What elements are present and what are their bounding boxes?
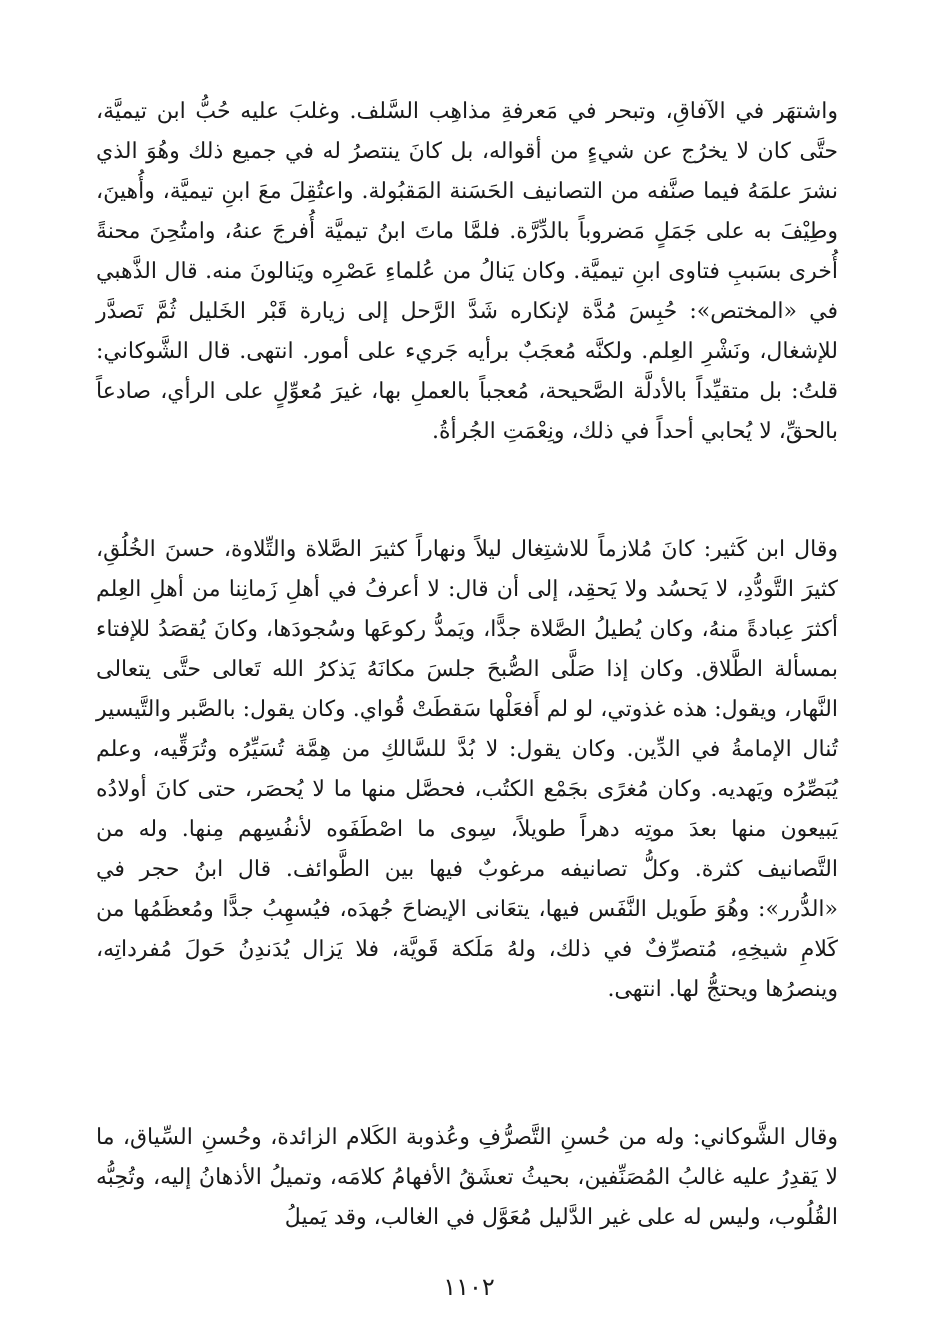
paragraph-3: وقال الشَّوكاني: وله من حُسنِ التَّصرُّفِ وعُذوبة الكَلام الزائدة، وحُسنِ السِّياق، ما لا يَقدِرُ عليه غالبُ المُصَنِّفين، بحيثُ تعشَقُ الأفهامُ كلامَه، وتميلُ الأذهانُ إليه، وتُحِبُّه القُلُوب، وليس له على غير الدَّليل مُعَوَّل في الغالب، وقد يَميلُ — [96, 1125, 838, 1230]
page-number: ١١٠٢ — [443, 1273, 495, 1301]
paragraph-2: وقال ابن كَثير: كانَ مُلازماً للاشتِغال ليلاً ونهاراً كثيرَ الصَّلاة والتِّلاوة، حسنَ الخُلُقِ، كثيرَ التَّودُّدِ، لا يَحسُد ولا يَحقِد، إلى أن قال: لا أعرفُ في أهلِ زَمانِنا من أهلِ العِلم أكثرَ عِبادةً منهُ، وكان يُطيلُ الصَّلاة جدًّا، ويَمدُّ ركوعَها وسُجودَها، وكانَ يُقصَدُ للإفتاء بمسألة الطَّلاق. وكان إذا صَلَّى الصُّبحَ جلسَ مكانَهُ يَذكرُ الله تَعالى حتَّى يتعالى النَّهار، ويقول: هذه غذوتي، لو لم أَفعَلْها سَقطَتْ قُواي. وكان يقول: بالصَّبر والتَّيسير تُنال الإمامةُ في الدِّين. وكان يقول: لا بُدَّ للسَّالكِ من هِمَّة تُسَيِّرُه وتُرَقِّيه، وعلم يُبَصِّرُه ويَهديه. وكان مُغرًى بجَمْع الكتُب، فحصَّل منها ما لا يُحصَر، حتى كانَ أولادُه يَبيعون منها بعدَ موتِه دهراً طويلاً، سِوى ما اصْطَفَوه لأنفُسِهم مِنها. وله من التَّصانيف كثرة. وكلُّ تصانيفه مرغوبٌ فيها بين الطَّوائف. قال ابنُ حجر في «الدُّرر»: وهُوَ طَويل النَّفَس فيها، يتعَانى الإيضاحَ جُهدَه، فيُسهِبُ جدًّا ومُعظَمُها من كَلامِ شيخِهِ، مُتصرِّفٌ في ذلك، ولهُ مَلَكة قَويَّة، فلا يَزال يُدَندِنُ حَولَ مُفرداتِه، وينصرُها ويحتجُّ لها. انتهى. — [96, 537, 838, 1002]
paragraph-1: واشتهَر في الآفاقِ، وتبحر في مَعرفةِ مذاهِب السَّلف. وغلبَ عليه حُبُّ ابن تيميَّة، حتَّى كان لا يخرُج عن شيءٍ من أقواله، بل كانَ ينتصرُ له في جميع ذلك وهُوَ الذي نشرَ علمَهُ فيما صنَّفه من التصانيف الحَسَنة المَقبُولة. واعتُقِلَ معَ ابنِ تيميَّة، وأُهينَ، وطِيْفَ به على جَمَلٍ مَضروباً بالدِّرَّة. فلمَّا ماتَ ابنُ تيميَّة أُفرجَ عنهُ، وامتُحِنَ محنةً أُخرى بسَببِ فتاوى ابنِ تيميَّة. وكان يَنالُ من عُلماءِ عَصْرِه ويَنالونَ منه. قال الذَّهبي في «المختص»: حُبِسَ مُدَّة لإنكاره شَدَّ الرَّحل إلى زيارة قَبْر الخَليل ثُمَّ تَصدَّر للإشغال، ونَشْرِ العِلم. ولكنَّه مُعجَبٌ برأيه جَريء على أمور. انتهى. قال الشَّوكاني: قلتُ: بل متقيِّداً بالأدلَّة الصَّحيحة، مُعجباً بالعملِ بها، غيرَ مُعوِّلٍ على الرأي، صادعاً بالحقِّ، لا يُحابي أحداً في ذلك، ونِعْمَتِ الجُرأةُ. — [96, 99, 838, 444]
